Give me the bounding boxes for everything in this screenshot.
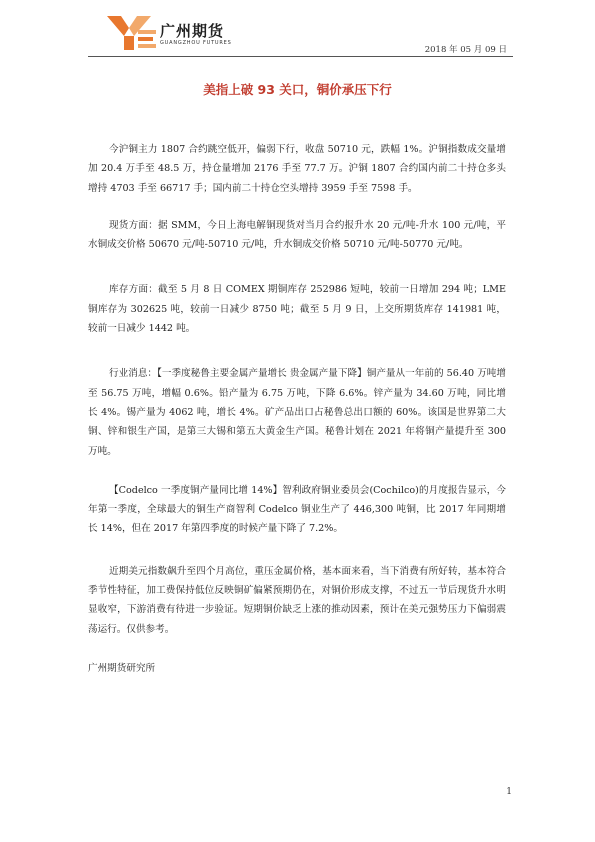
brand-subtitle: GUANGZHOU FUTURES — [160, 40, 232, 46]
paragraph-inventory: 库存方面：截至 5 月 8 日 COMEX 期铜库存 252986 短吨，较前一日增加 294 吨；LME 铜库存为 302625 吨，较前一日减少 8750 吨；截至 5 月 9 日，上交所期货库存 141981 吨，较前一日减少 1442 吨。 — [88, 284, 506, 335]
page-number: 1 — [506, 787, 512, 797]
page-header — [0, 0, 595, 60]
report-body — [88, 140, 506, 678]
report-title: 美指上破 93 关口，铜价承压下行 — [203, 82, 392, 97]
guangzhou-futures-logo-icon — [107, 16, 157, 50]
paragraph-codelco: 【Codelco 一季度铜产量同比增 14%】智利政府铜业委员会(Cochilco)的月度报告显示，今年第一季度，全球最大的铜生产商智利 Codelco 铜业生产了 446,300 吨铜，比 2017 年同期增长 14%，但在 2017 年第四季度的时候产量下降了 7.2%。 — [88, 484, 506, 535]
brand-name: 广州期货 — [160, 22, 225, 40]
paragraph-market-summary: 今沪铜主力 1807 合约跳空低开，偏弱下行，收盘 50710 元，跌幅 1%。沪铜指数成交量增加 20.4 万手至 48.5 万，持仓量增加 2176 手至 77.7 万。沪铜 1807 合约国内前二十持仓多头增持 4703 手至 66717 手；国内前二十持仓空头增持 3959 手至 7598 手。 — [88, 144, 506, 194]
paragraph-spot: 现货方面：据 SMM，今日上海电解铜现货对当月合约报升水 20 元/吨-升水 100 元/吨，平水铜成交价格 50670 元/吨-50710 元/吨，升水铜成交价格 50710 元/吨-50770 元/吨。 — [88, 219, 506, 251]
header-divider — [88, 56, 513, 57]
signature: 广州期货研究所 — [88, 662, 156, 674]
paragraph-outlook: 近期美元指数飙升至四个月高位，重压金属价格，基本面来看，当下消费有所好转，基本符合季节性特征，加工费保持低位反映铜矿偏紧预期仍在，对铜价形成支撑，不过五一节后现货升水明显收窄，下游消费有待进一步验证。短期铜价缺乏上涨的推动因素，预计在美元强势压力下偏弱震荡运行。仅供参考。 — [88, 565, 506, 635]
report-date: 2018 年 05 月 09 日 — [424, 45, 507, 55]
paragraph-industry-news: 行业消息：【一季度秘鲁主要金属产量增长 贵金属产量下降】铜产量从一年前的 56.40 万吨增至 56.75 万吨，增幅 0.6%。铅产量为 6.75 万吨，下降 6.6%。锌产量为 34.60 万吨，同比增长 4%。锡产量为 4062 吨，增长 4%。矿产品出口占秘鲁总出口额的 60%。该国是世界第二大铜、锌和银生产国，是第三大锡和第五大黄金生产国。秘鲁计划在 2021 年将铜产量提升至 300 万吨。 — [88, 368, 506, 457]
